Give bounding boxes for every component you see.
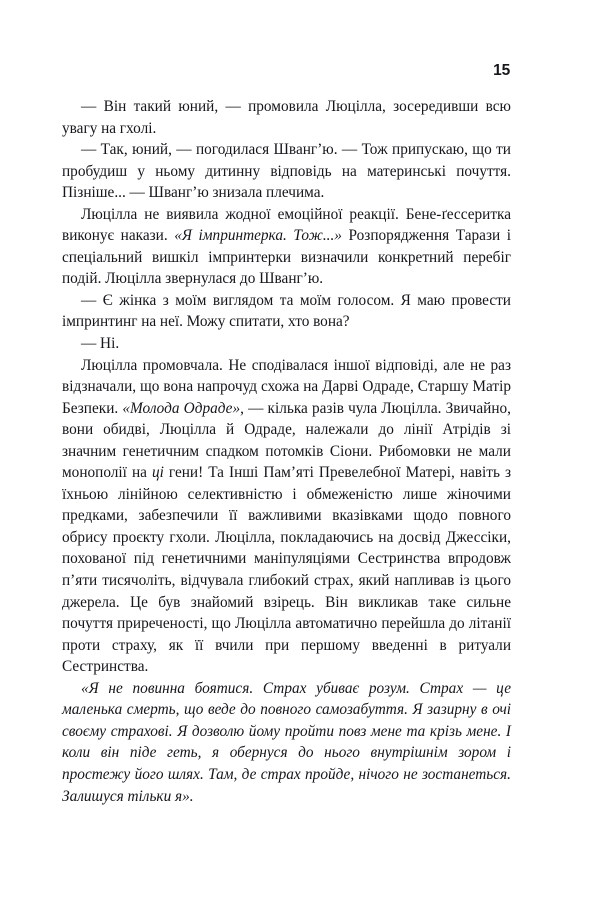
text-run-italic: «Я імпринтерка. Тож...» — [174, 227, 342, 245]
text-run: Люцілла промовчала. Не сподівалася іншої відповіді, але не раз відзначали, що вона напрочуд схожа на Дарві Одраде, Старшу Матір Безпеки. — [62, 356, 511, 417]
paragraph — [62, 355, 511, 678]
paragraph: — Є жінка з моїм виглядом та моїм голосом. Я маю провести імпринтинг на неї. Можу спитати, хто вона? — [62, 291, 511, 331]
page-number: 15 — [493, 62, 510, 79]
paragraph-litany: «Я не повинна боятися. Страх убиває розум. Страх — це маленька смерть, що веде до повного самозабуття. Я зазирну в очі своєму страхові. Я дозволю йому пройти повз мене та крізь мене. І коли він піде геть, я обернуся до нього внутрішнім зором і простежу його шлях. Там, де страх пройде, нічого не зостанеться. Залишуся тільки я». — [62, 679, 511, 805]
page-folio-row — [62, 62, 510, 80]
text-run: Люцілла не виявила жодної емоційної реакції. Бене-ґессеритка виконує накази. — [62, 205, 511, 245]
text-run-italic: «Молода Одраде» — [122, 399, 241, 417]
text-run: Розпорядження Тарази і спеціальний вишкіл імпринтерки визначили конкретний перебіг подій. Люцілла звернулася до Шванг’ю. — [62, 227, 511, 288]
paragraph: — Так, юний, — погодилася Шванг’ю. — Тож припускаю, що ти пробудиш у ньому дитинну відповідь на материнські почуття. Пізніше... — Шванг’ю знизала плечима. — [62, 141, 511, 202]
body-text-block — [62, 96, 511, 807]
text-run: , — кілька разів чула Люцілла. Звичайно, вони обидві, Люцілла й Одраде, належали до лінії Атрідів зі значним генетичним спадком потомків Сіони. Рибомовки не мали монополії на — [62, 399, 511, 482]
paragraph: — Він такий юний, — промовила Люцілла, зосередивши всю увагу на гхолі. — [62, 98, 511, 137]
text-run: гени! Та Інші Пам’яті Превелебної Матері, навіть з їхньою лінійною селективністю і обмеженістю лише жіночими предками, забезпечили її важливими вказівками щодо повного обрису проєкту гхоли. Люцілла, покладаючись на досвід Джессіки, похованої під генетичними маніпуляціями Сестринства впродовж п’яти тисячоліть, відчувала глибокий страх, який напливав із цього джерела. Це був знайомий взірець. Він викликав таке сильне почуття приреченості, що Люцілла автоматично перейшла до літанії проти страху, як її вчили при першому введенні в ритуали Сестринства. — [62, 464, 512, 676]
paragraph — [62, 204, 511, 290]
text-run-italic: ці — [151, 464, 164, 482]
paragraph: — Ні. — [81, 335, 120, 353]
